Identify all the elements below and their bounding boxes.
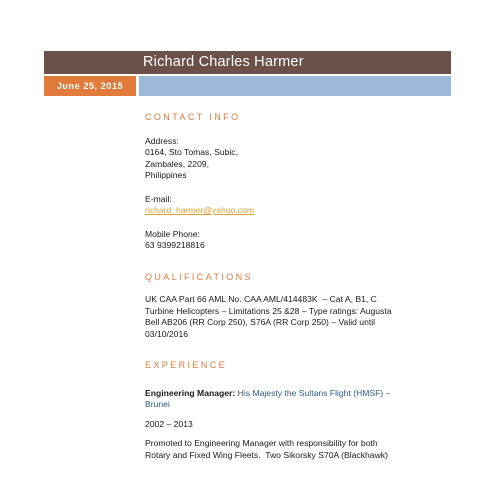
- email-block: [145, 194, 445, 217]
- qualification-line: 03/10/2016: [145, 328, 189, 339]
- job-role: Engineering Manager:: [145, 387, 236, 398]
- accent-banner: [139, 76, 451, 96]
- job-description-line: Promoted to Engineering Manager with responsibility for both: [145, 438, 378, 448]
- address-line: Zambales, 2209,: [145, 158, 210, 169]
- email-label: E-mail:: [145, 193, 172, 204]
- resume-body: [145, 112, 445, 473]
- job-title-line: [145, 388, 445, 400]
- qualifications-heading: QUALIFICATIONS: [145, 271, 253, 282]
- job-company: His Majesty the Sultans Flight (HMSF) –: [237, 387, 391, 398]
- address-block: [145, 136, 445, 182]
- qualification-line: Bell AB206 (RR Corp 250), S76A (RR Corp 250) – Valid until: [145, 317, 376, 327]
- phone-block: [145, 229, 445, 252]
- contact-heading: CONTACT INFO: [145, 112, 241, 122]
- qualifications-text: [145, 294, 445, 340]
- address-label: Address:: [145, 135, 179, 146]
- address-line: Philippines: [145, 170, 187, 180]
- qualification-line: UK CAA Part 66 AML No. CAA AML/414483K – Cat A, B1, C: [145, 294, 377, 304]
- job-years: 2002 – 2013: [145, 418, 193, 429]
- phone-label: Mobile Phone:: [145, 228, 200, 239]
- resume-date: June 25, 2015: [56, 81, 124, 91]
- experience-heading: EXPERIENCE: [145, 360, 228, 370]
- qualification-line: Turbine Helicopters – Limitations 25 &28 – Type ratings: Augusta: [145, 305, 392, 316]
- resume-name: Richard Charles Harmer: [143, 54, 304, 70]
- job-company-location: Brunei: [145, 399, 170, 409]
- email-link[interactable]: richard_harmer@yahoo.com: [145, 205, 255, 215]
- address-line: 0164, Sto Tomas, Subic,: [145, 147, 238, 157]
- job-description-line: Rotary and Fixed Wing Fleets. Two Sikorsky S70A (Blackhawk): [145, 449, 388, 460]
- job-description: [145, 438, 445, 461]
- phone-number: 63 9399218816: [145, 240, 205, 250]
- job-title-block: [145, 388, 445, 411]
